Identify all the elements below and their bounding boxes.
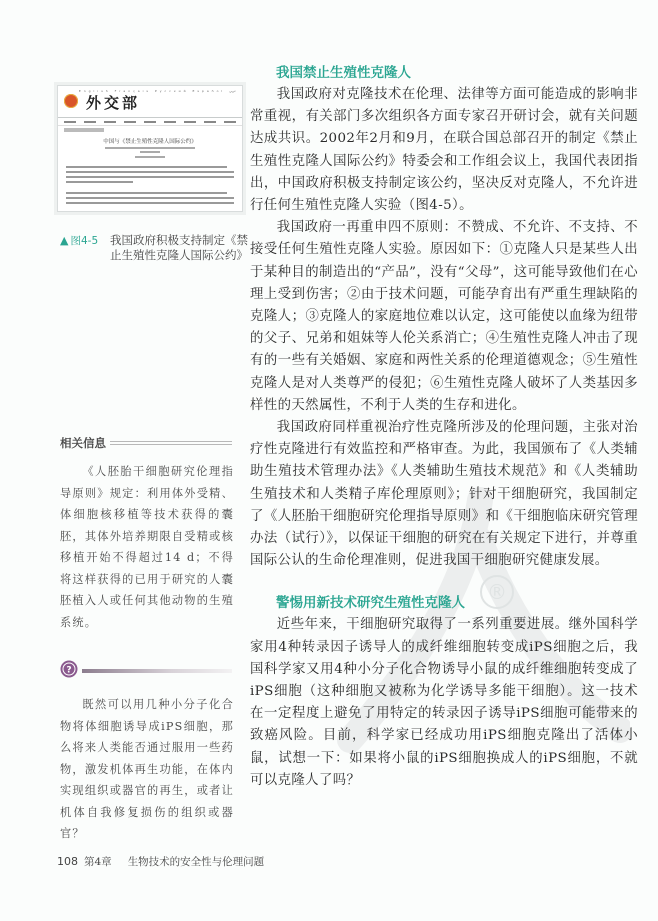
figure-article-body <box>66 166 234 204</box>
figure-site-logo: 外交部 <box>86 94 141 112</box>
chapter-title: 生物技术的安全性与伦理问题 <box>127 855 265 868</box>
paragraph: 我国政府同样重视治疗性克隆所涉及的伦理问题，主张对治疗性克隆进行有效监控和严格审查。为此，我国颁布了《人类辅助生殖技术管理办法》《人类辅助生殖技术规范》和《人类辅助生殖技术和人类精子库伦理原则》；针对干细胞研究，我国制定了《人胚胎干细胞研究伦理指导原则》和《干细胞临床研究管理办法（试行）》，以保证干细胞的研究在有关规定下进行，并尊重国际公认的生命伦理准则，促进我国干细胞研究健康发展。 <box>250 420 638 569</box>
double-rule-divider <box>110 441 232 445</box>
page-footer <box>57 853 264 869</box>
paragraph: 我国政府一再重申四不原则：不赞成、不允许、不支持、不接受任何生殖性克隆人实验。原因如下：①克隆人只是某些人出于某种目的制造出的“产品”，没有“父母”，这可能导致他们在心理上受到伤害；②由于技术问题，可能孕育出有严重生理缺陷的克隆人；③克隆人的家庭地位难以认定，这可能使以血缘为纽带的父子、兄弟和姐妹等人伦关系消亡；④生殖性克隆人冲击了现有的一些有关婚姻、家庭和两性关系的伦理道德观念；⑤生殖性克隆人是对人类尊严的侵犯；⑥生殖性克隆人破坏了人类基因多样性的天然属性，不利于人类的生存和进化。 <box>250 220 638 413</box>
figure-site-nav <box>58 118 242 126</box>
triangle-marker-icon: ▲ <box>60 234 69 247</box>
figure-caption <box>60 233 250 262</box>
figure-breadcrumb <box>64 128 104 132</box>
question-divider <box>82 669 232 673</box>
section-heading: 警惕用新技术研究生殖性克隆人 <box>276 595 465 612</box>
section-heading: 我国禁止生殖性克隆人 <box>276 65 411 81</box>
related-info-header <box>60 435 232 451</box>
figure-number: 图4-5 <box>70 235 99 247</box>
paragraph: 近些年来，干细胞研究取得了一系列重要进展。继外国科学家用4种转录因子诱导人的成纤维细胞转变成iPS细胞之后，我国科学家又用4种小分子化合物诱导小鼠的成纤维细胞转变成了iPS细胞（这种细胞又被称为化学诱导多能干细胞）。这一技术在一定程度上避免了用特定的转录因子诱导iPS细胞可能带来的致癌风险。目前，科学家已经成功用iPS细胞克隆出了活体小鼠，试想一下：如果将小鼠的iPS细胞换成人的iPS细胞，不就可以克隆人了吗？ <box>250 617 638 788</box>
figure-article-date <box>140 151 160 153</box>
registered-trademark-icon: ® <box>480 575 514 609</box>
section-ban-reproductive-cloning <box>250 62 638 572</box>
figure-article-subtitle <box>105 147 195 149</box>
chapter-number: 第4章 <box>84 855 112 868</box>
main-content <box>250 62 638 792</box>
page-number: 108 <box>57 854 78 868</box>
svg-text:?: ? <box>66 665 72 676</box>
question-icon <box>60 660 78 678</box>
related-info-label: 相关信息 <box>60 436 106 450</box>
figure-language-links: English Français Русский Español عربي <box>78 89 236 93</box>
related-info-text: 《人胚胎干细胞研究伦理指导原则》规定：利用体外受精、体细胞核移植等技术获得的囊胚，其体外培养期限自受精或核移植开始不得超过14 d；不得将这样获得的已用于研究的人囊胚植入人或任何其他动物的生殖系统。 <box>60 465 234 629</box>
section-new-technology-warning <box>250 592 638 792</box>
figure-article-title: 中国与《禁止生殖性克隆人国际公约》 <box>103 139 197 145</box>
figure-site-header <box>58 86 242 118</box>
national-emblem-icon <box>64 94 78 108</box>
figure-article-meta <box>135 156 165 158</box>
figure-4-5-screenshot <box>57 85 243 212</box>
question-text: 既然可以用几种小分子化合物将体细胞诱导成iPS细胞，那么将来人类能否通过服用一些药物，激发机体再生功能，在体内实现组织或器官的再生，或者让机体自我修复损伤的组织或器官？ <box>60 698 234 840</box>
paragraph: 我国政府对克隆技术在伦理、法律等方面可能造成的影响非常重视，有关部门多次组织各方面专家召开研讨会，就有关问题达成共识。2002年2月和9月，在联合国总部召开的制定《禁止生殖性克隆人国际公约》特委会和工作组会议上，我国代表团指出，中国政府积极支持制定该公约，坚决反对克隆人，不允许进行任何生殖性克隆人实验（图4-5）。 <box>250 87 638 214</box>
figure-caption-text: 我国政府积极支持制定《禁止生殖性克隆人国际公约》 <box>110 233 248 262</box>
